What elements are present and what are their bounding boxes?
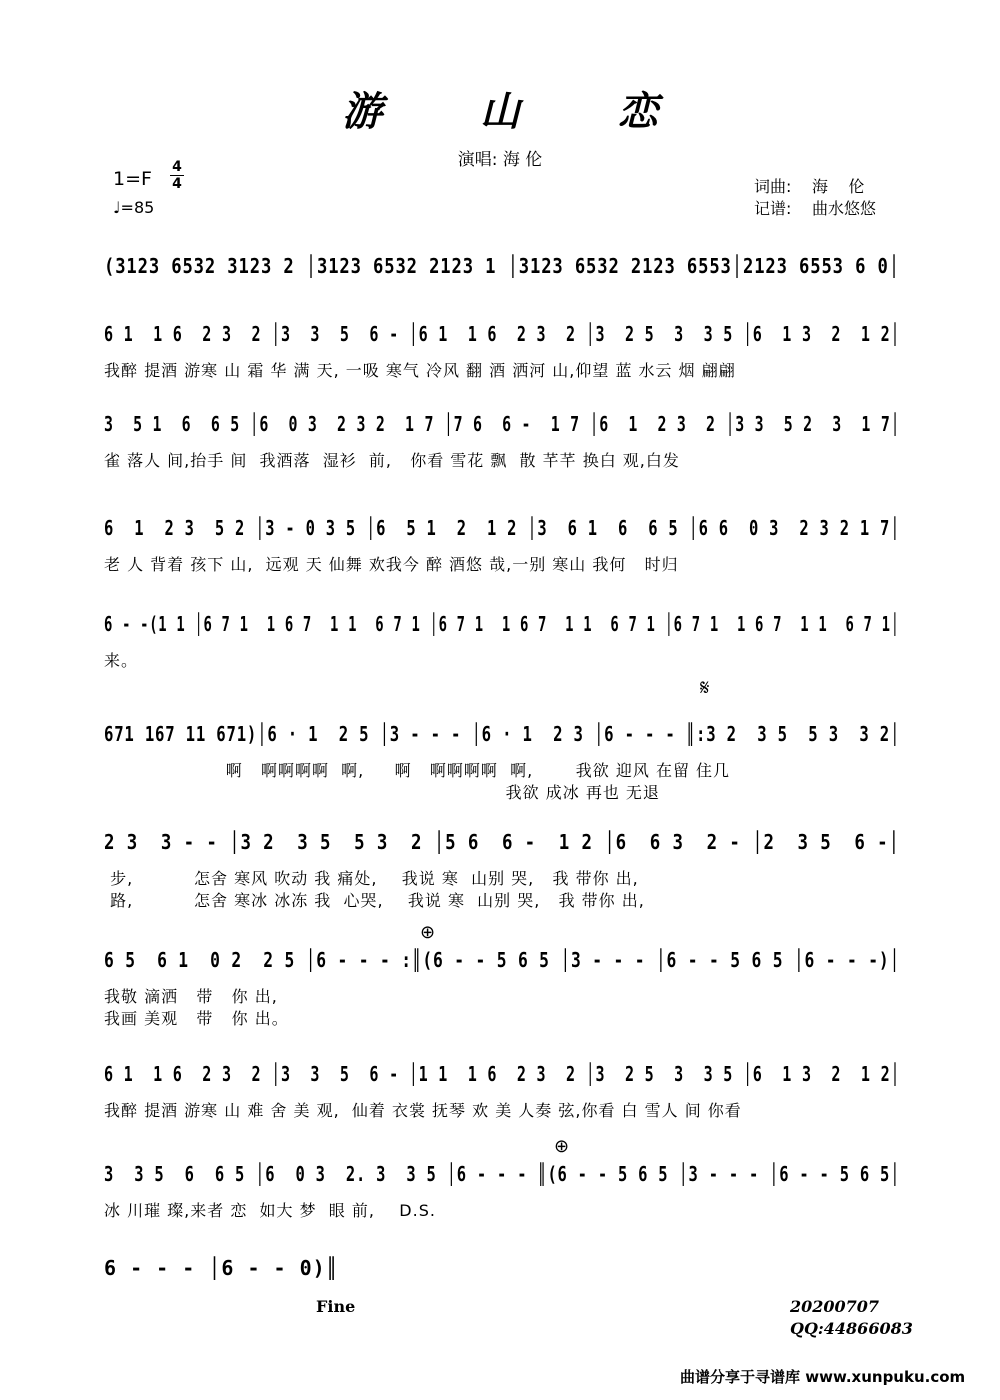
- notation-line: 6 - - - │6 - - 0)║: [104, 1256, 339, 1280]
- notation-line: 6 5 6 1 0 2 2 5 │6 - - - :║(6 - - 5 6 5 │3 - - - │6 - - 5 6 5 │6 - - -)│: [104, 948, 901, 972]
- qq-text: QQ:44866083: [790, 1319, 913, 1338]
- notation-line: 6 1 1 6 2 3 2 │3 3 5 6 - │1 1 1 6 2 3 2 │3 2 5 3 3 5 │6 1 3 2 1 2│: [104, 1062, 901, 1086]
- transcriber-name: 曲水悠悠: [812, 199, 877, 218]
- notation-line: (3123 6532 3123 2 │3123 6532 2123 1 │3123 6532 2123 6553│2123 6553 6 0│: [104, 254, 900, 278]
- key-signature: 1=F: [113, 168, 152, 190]
- footer-credit: 曲谱分享于寻谱库 www.xunpuku.com: [680, 1368, 966, 1386]
- notation-line: 3 5 1 6 6 5 │6 0 3 2 3 2 1 7 │7 6 6 - 1 7 │6 1 2 3 2 │3 3 5 2 3 1 7│: [104, 412, 901, 436]
- lyric-line: 路, 怎舍 寒冰 冰冻 我 心哭, 我说 寒 山别 哭, 我 带你 出,: [104, 891, 645, 910]
- lyric-line: 雀 落人 间,抬手 间 我酒落 湿衫 前, 你看 雪花 飘 散 芊芊 换白 观,白发: [104, 451, 680, 470]
- date-text: 20200707: [790, 1297, 880, 1316]
- segno-mark: 𝄋: [700, 676, 710, 701]
- lyric-line: 来。: [104, 651, 139, 670]
- notation-line: 6 - -(1 1 │6 7 1 1 6 7 1 1 6 7 1 │6 7 1 1 6 7 1 1 6 7 1 │6 7 1 1 6 7 1 1 6 7 1│: [104, 612, 900, 636]
- notation-line: 3 3 5 6 6 5 │6 0 3 2. 3 3 5 │6 - - - ║(6 - - 5 6 5 │3 - - - │6 - - 5 6 5│: [104, 1162, 901, 1186]
- song-title: 游 山 恋: [342, 88, 700, 135]
- lyric-line: 我欲 成冰 再也 无退: [104, 783, 660, 802]
- lyricist-label: 词曲:: [754, 177, 792, 196]
- notation-line: 6 1 2 3 5 2 │3 - 0 3 5 │6 5 1 2 1 2 │3 6 1 6 6 5 │6 6 0 3 2 3 2 1 7│: [104, 516, 901, 540]
- singer-credit: 演唱: 海 伦: [457, 150, 543, 170]
- lyric-line: 我画 美观 带 你 出。: [104, 1009, 289, 1028]
- coda-mark-2: ⊕: [554, 1136, 570, 1157]
- lyric-line: 我敬 滴洒 带 你 出,: [104, 987, 278, 1006]
- fine-marking: Fine: [316, 1297, 356, 1316]
- time-bottom: 4: [172, 176, 182, 192]
- coda-mark-1: ⊕: [420, 922, 436, 943]
- lyricist-name: 海 伦: [812, 177, 865, 196]
- notation-line: 6 1 1 6 2 3 2 │3 3 5 6 - │6 1 1 6 2 3 2 │3 2 5 3 3 5 │6 1 3 2 1 2│: [104, 322, 901, 346]
- tempo-marking: ♩=85: [113, 198, 155, 217]
- lyric-line: 步, 怎舍 寒风 吹动 我 痛处, 我说 寒 山别 哭, 我 带你 出,: [104, 869, 639, 888]
- date-block: [790, 1296, 913, 1340]
- lyric-line: 我醉 提酒 游寒 山 霜 华 满 天, 一吸 寒气 冷风 翻 酒 洒河 山,仰望 蓝 水云 烟 翩翩: [104, 361, 736, 380]
- time-top: 4: [172, 159, 182, 175]
- lyric-line: 老 人 背着 孩下 山, 远观 天 仙舞 欢我今 醉 酒悠 哉,一别 寒山 我何 时归: [104, 555, 679, 574]
- transcriber-label: 记谱:: [754, 199, 792, 218]
- lyric-line: 啊 啊啊啊啊 啊, 啊 啊啊啊啊 啊, 我欲 迎风 在留 住几: [104, 761, 731, 780]
- notation-line: 2 3 3 - - │3 2 3 5 5 3 2 │5 6 6 - 1 2 │6 6 3 2 - │2 3 5 6 -│: [104, 830, 900, 854]
- credits: [754, 176, 876, 220]
- lyric-line: 我醉 提酒 游寒 山 难 舍 美 观, 仙着 衣裳 抚琴 欢 美 人奏 弦,你看 白 雪人 间 你看: [104, 1101, 742, 1120]
- lyric-line: 冰 川璀 璨,来者 恋 如大 梦 眼 前, D.S.: [104, 1201, 436, 1220]
- notation-line: 671 167 11 671)│6 · 1 2 5 │3 - - - │6 · 1 2 3 │6 - - - ║:3 2 3 5 5 3 3 2│: [104, 722, 901, 746]
- time-signature: [170, 160, 184, 191]
